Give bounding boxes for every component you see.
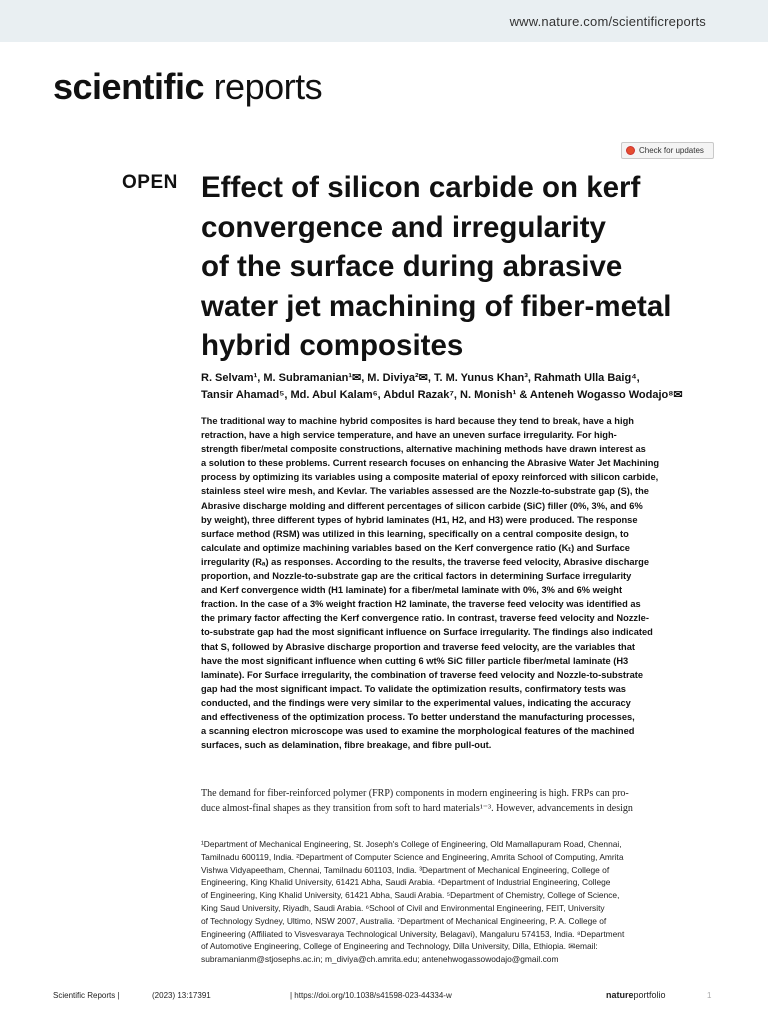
affiliation-line: of Technology Sydney, Ultimo, NSW 2007, Australia. ⁷Department of Mechanical Engineering, P. A. College of [201,915,607,926]
affiliation-line: King Saud University, Riyadh, Saudi Arabia. ⁶School of Civil and Environmental Engineering, FEIT, University [201,902,605,913]
update-badge-icon [626,146,635,155]
abstract-line: conducted, and the findings were very similar to the experimental values, indicating the accuracy [201,697,631,708]
journal-name-bold: scientific [53,66,205,107]
abstract-line: to-substrate gap had the most significant influence on Surface irregularity. The findings also indicated [201,627,653,638]
title-line: convergence and irregularity [201,210,606,244]
check-for-updates-button[interactable] [621,142,714,159]
top-banner [0,0,768,42]
page-footer [53,991,715,1005]
publisher-name-light: portfolio [633,990,666,1000]
abstract-line: and Kerf convergence width (H1 laminate) for a fiber/metal laminate with 0%, 3% and 6% weight [201,585,623,596]
abstract-line: fraction. In the case of a 3% weight fraction H2 laminate, the traverse feed velocity was identified as [201,599,641,610]
abstract-line: a solution to these problems. Current research focuses on enhancing the Abrasive Water Jet Machining [201,458,660,469]
article-title [201,168,721,366]
affiliation-line: Vishwa Vidyapeetham, Chennai, Tamilnadu 601103, India. ³Department of Mechanical Engineering, College of [201,864,610,875]
abstract-line: by weight), three different types of hybrid laminates (H1, H2, and H3) were produced. The response [201,514,638,525]
open-access-label: OPEN [122,172,178,193]
title-line: hybrid composites [201,329,464,362]
title-line: of the surface during abrasive [201,250,623,283]
introduction-paragraph [201,786,721,816]
publisher-name-bold: nature [606,990,634,1000]
affiliations [201,838,721,966]
affiliation-line: of Engineering, King Khalid University, 61421 Abha, Saudi Arabia. ⁵Department of Chemistry, College of Science, [201,890,620,901]
abstract-line: Abrasive discharge molding and different percentages of silicon carbide (SiC) filler (0%, 3%, and 6% [201,500,643,511]
footer-doi-link[interactable]: | https://doi.org/10.1038/s41598-023-44334-w [290,991,452,1000]
abstract-line: and effectiveness of the optimization process. To better understand the manufacturing processes, [201,711,635,722]
author-line[interactable]: R. Selvam¹, M. Subramanian¹✉, M. Diviya²✉, T. M. Yunus Khan³, Rahmath Ulla Baig⁴, [201,372,640,384]
author-line[interactable]: Tansir Ahamad⁵, Md. Abul Kalam⁶, Abdul Razak⁷, N. Monish¹ & Anteneh Wogasso Wodajo⁸✉ [201,389,683,401]
abstract-line: surface method (RSM) was utilized in this learning, specifically on a central composite design, to [201,528,629,539]
footer-journal: Scientific Reports | [53,991,120,1000]
page-number: 1 [707,991,712,1000]
affiliation-line: ¹Department of Mechanical Engineering, St. Joseph's College of Engineering, Old Mamallapuram Road, Chennai, [201,839,622,849]
check-for-updates-label: Check for updates [639,146,704,155]
abstract-line: gap had the most significant impact. To validate the optimization results, confirmatory tests was [201,683,626,694]
title-line: water jet machining of fiber-metal [201,289,672,323]
abstract-line: process by optimizing its variables using a composite material of epoxy reinforced with silicon carbide, [201,472,659,483]
abstract-line: have the most significant influence when cutting 6 wt% SiC filler particle fiber/metal laminate (H3 [201,655,629,666]
abstract-line: The traditional way to machine hybrid composites is hard because they tend to break, have a high [201,416,634,426]
abstract-line: laminate). For Surface irregularity, the combination of traverse feed velocity and Nozzle-to-substrate [201,669,644,680]
abstract-line: strength fiber/metal composite constructions, alternative machining methods have drawn interest as [201,444,646,455]
affiliation-line: Tamilnadu 600119, India. ²Department of Computer Science and Engineering, Amrita School of Computing, Amrita [201,851,624,862]
intro-line: duce almost-final shapes as they transition from soft to hard materials¹⁻³. However, advancements in design [201,803,633,814]
abstract-line: that S, followed by Abrasive discharge proportion and traverse feed velocity, are the variables that [201,641,635,652]
email-line[interactable]: subramanianm@stjosephs.ac.in; m_diviya@ch.amrita.edu; antenehwogassowodajo@gmail.com [201,954,559,965]
abstract [201,414,721,752]
abstract-line: calculate and optimize machining variables based on the Kerf convergence ratio (Kₜ) and Surface [201,542,630,553]
abstract-line: a scanning electron microscope was used to examine the morphological features of the machined [201,726,635,737]
affiliation-line: Engineering, King Khalid University, 61421 Abha, Saudi Arabia. ⁴Department of Industrial Engineering, College [201,877,611,888]
abstract-line: irregularity (Rₐ) as responses. According to the results, the traverse feed velocity, Abrasive discharge [201,556,650,567]
journal-logo[interactable] [53,66,322,108]
abstract-line: surfaces, such as delamination, fibre breakage, and fibre pull-out. [201,740,492,751]
affiliation-line: Engineering (Affiliated to Visvesvaraya Technological University, Belagavi), Mangaluru 574153, India. ⁸Department [201,928,625,939]
abstract-line: stainless steel wire mesh, and Kevlar. The variables assessed are the Nozzle-to-substrate gap (S), the [201,486,649,497]
title-line: Effect of silicon carbide on kerf [201,171,641,204]
abstract-line: proportion, and Nozzle-to-substrate gap are the critical factors in determining Surface irregularity [201,571,632,582]
journal-url-link[interactable]: www.nature.com/scientificreports [509,14,706,29]
abstract-line: the primary factor affecting the Kerf convergence ratio. In contrast, traverse feed velocity and Nozzle- [201,613,649,624]
footer-citation: (2023) 13:17391 [152,991,211,1000]
intro-line: The demand for fiber-reinforced polymer (FRP) components in modern engineering is high. FRPs can pro- [201,788,629,799]
journal-name-light: reports [204,66,323,107]
author-list [201,370,721,404]
publisher-logo [606,990,666,1000]
abstract-line: retraction, have a high service temperature, and have an uneven surface irregularity. For high- [201,430,617,441]
affiliation-line: of Automotive Engineering, College of Engineering and Technology, Dilla University, Dilla, Ethiopia. ✉email: [201,941,598,952]
